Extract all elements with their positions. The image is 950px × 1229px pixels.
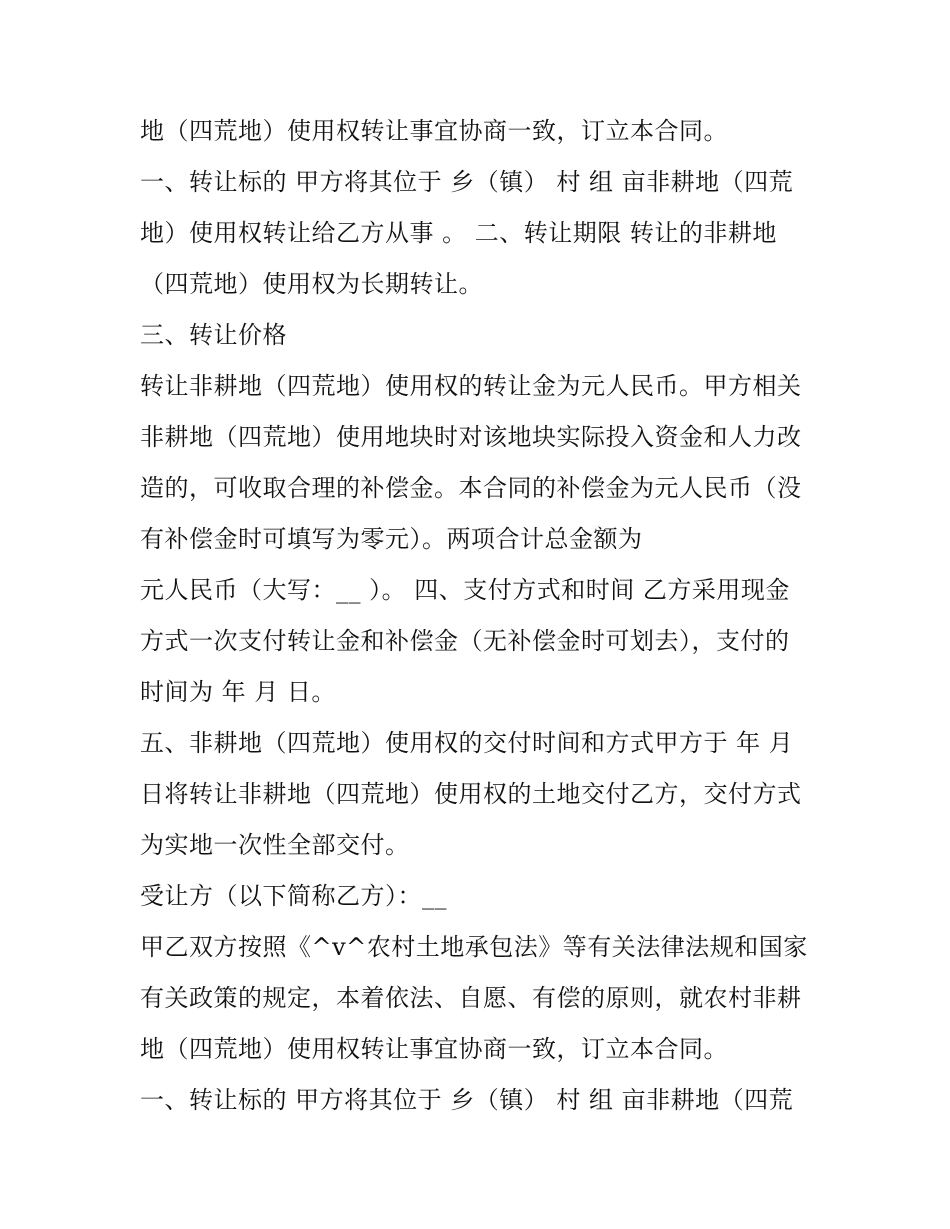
text-line: 地（四荒地）使用权转让事宜协商一致，订立本合同。	[140, 1035, 728, 1063]
text-line: 时间为 年 月 日。	[140, 678, 336, 706]
text-line: 一、转让标的 甲方将其位于 乡（镇） 村 组 亩非耕地（四荒	[140, 168, 794, 196]
text-line: 地（四荒地）使用权转让事宜协商一致，订立本合同。	[140, 117, 728, 145]
text-line: 非耕地（四荒地）使用地块时对该地块实际投入资金和人力改	[140, 423, 802, 451]
section-heading: 三、转让价格	[140, 321, 287, 349]
text-line: 元人民币（大写：__ ）。 四、支付方式和时间 乙方采用现金	[140, 576, 790, 604]
text-line: 方式一次支付转让金和补偿金（无补偿金时可划去），支付的	[140, 627, 790, 655]
text-line: 甲乙双方按照《^v^农村土地承包法》等有关法律法规和国家	[140, 933, 808, 961]
document-body	[140, 106, 830, 1126]
text-line: 日将转让非耕地（四荒地）使用权的土地交付乙方，交付方式	[140, 780, 802, 808]
text-line: 五、非耕地（四荒地）使用权的交付时间和方式甲方于 年 月	[140, 729, 794, 757]
text-line: 为实地一次性全部交付。	[140, 831, 410, 859]
text-line: 造的，可收取合理的补偿金。本合同的补偿金为元人民币（没	[140, 474, 802, 502]
text-line: 转让非耕地（四荒地）使用权的转让金为元人民币。甲方相关	[140, 372, 802, 400]
text-line: 有关政策的规定，本着依法、自愿、有偿的原则，就农村非耕	[140, 984, 802, 1012]
text-line: 地）使用权转让给乙方从事 。 二、转让期限 转让的非耕地	[140, 219, 777, 247]
text-line: （四荒地）使用权为长期转让。	[140, 270, 483, 298]
text-line: 一、转让标的 甲方将其位于 乡（镇） 村 组 亩非耕地（四荒	[140, 1086, 794, 1114]
text-line: 受让方（以下简称乙方）：__	[140, 882, 447, 910]
text-line: 有补偿金时可填写为零元）。两项合计总金额为	[140, 525, 643, 553]
